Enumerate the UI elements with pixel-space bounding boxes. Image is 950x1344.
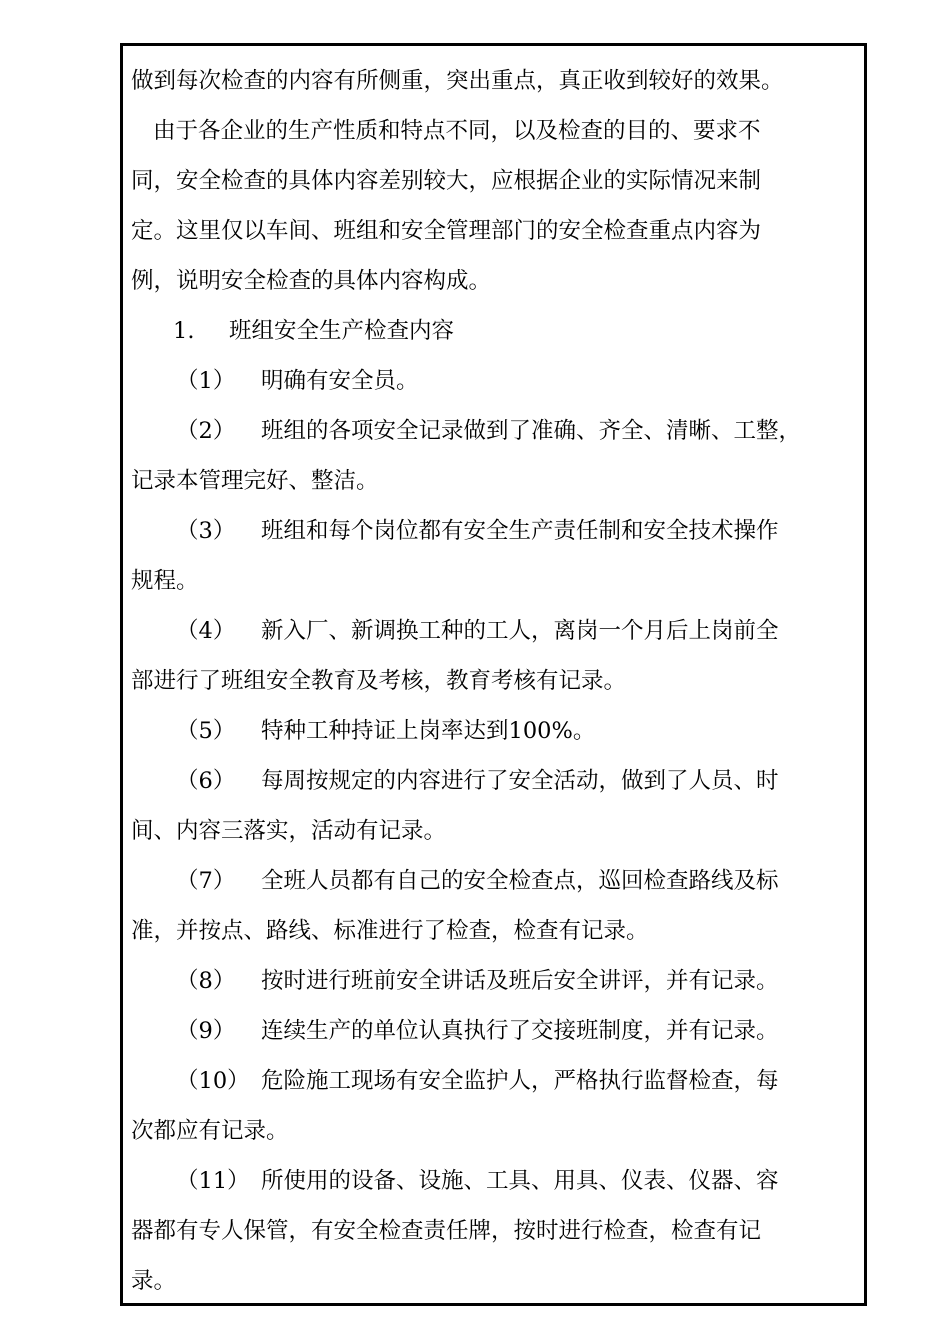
- section-heading: [131, 306, 871, 356]
- list-item-text: 连续生产的单位认真执行了交接班制度，并有记录。: [261, 1018, 779, 1044]
- list-item-continuation: 间、内容三落实，活动有记录。: [131, 818, 447, 844]
- list-item-continuation: 记录本管理完好、整洁。: [131, 468, 379, 494]
- list-item-number: （2）: [176, 418, 236, 444]
- intro-continuation-line: 做到每次检查的内容有所侧重，突出重点，真正收到较好的效果。: [131, 68, 784, 94]
- list-item: [131, 406, 871, 456]
- list-item-continuation: 规程。: [131, 568, 199, 594]
- list-item: [131, 606, 871, 656]
- list-item: [131, 1006, 871, 1056]
- list-item: [131, 706, 871, 756]
- list-item: [131, 756, 871, 806]
- list-item-continuation: 次都应有记录。: [131, 1118, 289, 1144]
- list-item-text: 所使用的设备、设施、工具、用具、仪表、仪器、容: [261, 1168, 779, 1194]
- section-heading-number: 1.: [173, 318, 195, 344]
- list-item-text: 全班人员都有自己的安全检查点，巡回检查路线及标: [261, 868, 779, 894]
- list-item-continuation: 器都有专人保管，有安全检查责任牌，按时进行检查，检查有记: [131, 1218, 762, 1244]
- list-item: [131, 1156, 871, 1206]
- intro-paragraph-line: 例，说明安全检查的具体内容构成。: [131, 268, 492, 294]
- list-item-number: （9）: [176, 1018, 236, 1044]
- list-item-number: （5）: [176, 718, 236, 744]
- list-item-continuation: 准，并按点、路线、标准进行了检查，检查有记录。: [131, 918, 649, 944]
- list-item-continuation: 录。: [131, 1268, 177, 1294]
- list-item-text: 每周按规定的内容进行了安全活动，做到了人员、时: [261, 768, 779, 794]
- document-body: [131, 56, 871, 1306]
- list-item-number: （1）: [176, 368, 236, 394]
- list-item-number: （4）: [176, 618, 236, 644]
- list-item: [131, 356, 871, 406]
- list-item-number: （7）: [176, 868, 236, 894]
- list-item-number: （8）: [176, 968, 236, 994]
- list-item-text: 班组和每个岗位都有安全生产责任制和安全技术操作: [261, 518, 779, 544]
- list-item: [131, 506, 871, 556]
- list-item-text: 明确有安全员。: [261, 368, 419, 394]
- intro-paragraph-line: 由于各企业的生产性质和特点不同，以及检查的目的、要求不: [153, 118, 761, 144]
- list-item-number: （3）: [176, 518, 236, 544]
- intro-paragraph-line: 定。这里仅以车间、班组和安全管理部门的安全检查重点内容为: [131, 218, 762, 244]
- list-item-continuation: 部进行了班组安全教育及考核，教育考核有记录。: [131, 668, 627, 694]
- list-item-text: 危险施工现场有安全监护人，严格执行监督检查，每: [261, 1068, 779, 1094]
- list-item-number: （10）: [176, 1068, 250, 1094]
- list-item-text: 班组的各项安全记录做到了准确、齐全、清晰、工整，: [261, 418, 802, 444]
- list-item-number: （11）: [176, 1168, 250, 1194]
- list-item: [131, 1056, 871, 1106]
- section-heading-title: 班组安全生产检查内容: [229, 318, 455, 344]
- intro-paragraph-line: 同，安全检查的具体内容差别较大，应根据企业的实际情况来制: [131, 168, 762, 194]
- list-item-text: 特种工种持证上岗率达到100%。: [261, 718, 596, 744]
- list-item: [131, 956, 871, 1006]
- list-item-number: （6）: [176, 768, 236, 794]
- list-item-text: 按时进行班前安全讲话及班后安全讲评，并有记录。: [261, 968, 779, 994]
- list-item-text: 新入厂、新调换工种的工人，离岗一个月后上岗前全: [261, 618, 779, 644]
- list-item: [131, 856, 871, 906]
